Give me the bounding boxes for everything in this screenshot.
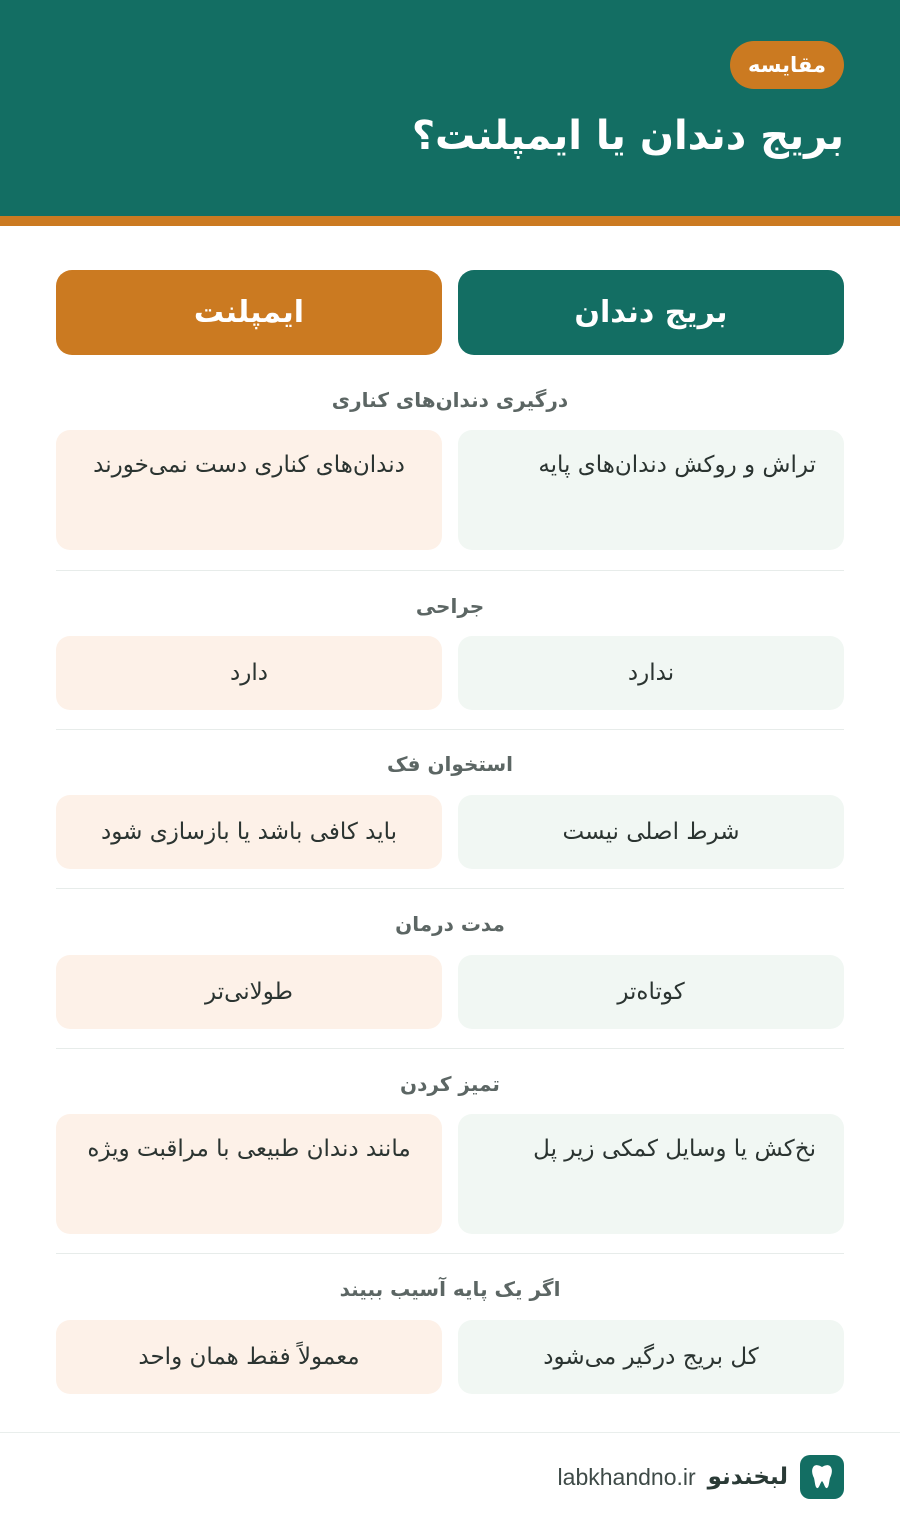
row-label-treatment-duration: مدت درمان [395,912,505,936]
cell-bridge-cleaning: نخ‌کش یا وسایل کمکی زیر پل [458,1114,844,1234]
row-divider [56,1048,844,1049]
cell-implant-surgery: دارد [56,636,442,710]
cell-bridge-abutment-damage: کل بریج درگیر می‌شود [458,1320,844,1394]
row-label-cleaning: تمیز کردن [400,1072,500,1096]
cell-implant-abutment-damage: معمولاً فقط همان واحد [56,1320,442,1394]
cell-implant-treatment-duration: طولانی‌تر [56,955,442,1029]
cell-bridge-treatment-duration: کوتاه‌تر [458,955,844,1029]
column-header-implant: ایمپلنت [56,270,442,355]
row-divider [56,1253,844,1254]
cell-bridge-surgery: ندارد [458,636,844,710]
row-label-abutment-damage: اگر یک پایه آسیب ببیند [339,1277,561,1301]
header-banner [0,0,900,226]
category-badge: مقایسه [730,41,844,89]
brand-name: لبخندنو [707,1464,788,1490]
cell-implant-adjacent-teeth: دندان‌های کناری دست نمی‌خورند [56,430,442,550]
tooth-icon [800,1455,844,1499]
row-label-adjacent-teeth: درگیری دندان‌های کناری [331,388,569,412]
page-title: بریج دندان یا ایمپلنت؟ [411,113,844,159]
website-link[interactable]: labkhandno.ir [557,1463,696,1490]
cell-bridge-jaw-bone: شرط اصلی نیست [458,795,844,869]
row-divider [56,888,844,889]
cell-implant-jaw-bone: باید کافی باشد یا بازسازی شود [56,795,442,869]
cell-implant-cleaning: مانند دندان طبیعی با مراقبت ویژه [56,1114,442,1234]
cell-bridge-adjacent-teeth: تراش و روکش دندان‌های پایه [458,430,844,550]
row-label-surgery: جراحی [415,594,485,618]
row-label-jaw-bone: استخوان فک [386,752,514,776]
column-header-bridge: بریج دندان [458,270,844,355]
row-divider [56,729,844,730]
row-divider [56,570,844,571]
footer-divider [0,1432,900,1433]
footer-brand [558,1455,844,1499]
